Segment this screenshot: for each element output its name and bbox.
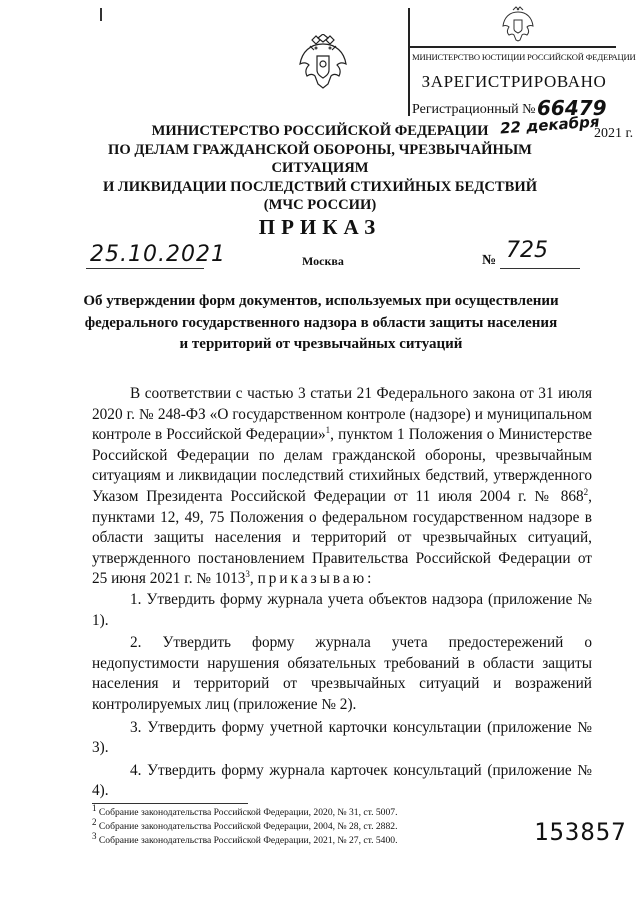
header-line-2: ПО ДЕЛАМ ГРАЖДАНСКОЙ ОБОРОНЫ, ЧРЕЗВЫЧАЙНЫМ СИТУАЦИЯМ (108, 141, 532, 176)
preamble-part-b: , пунктом 1 Положения о Министерстве Российской Федерации по делам гражданской обороны, чрезвычайным ситуациям и ликвидации последствий стихийных бедствий, утвержденного Указом Президента Российской Федерации от 11 июля 2004 г. № 868 (92, 426, 592, 505)
stamp-ministry: МИНИСТЕРСТВО ЮСТИЦИИ РОССИЙСКОЙ ФЕДЕРАЦИИ (412, 52, 636, 62)
footnote-ref-2: 2 (583, 486, 589, 497)
order-word: приказываю: (257, 570, 375, 588)
order-number: 725 (506, 238, 548, 263)
preamble-paragraph (92, 384, 592, 590)
preamble-part-d: , (249, 570, 254, 588)
stamp-reg-date: 22 декабря (499, 112, 601, 138)
preamble-part-c: , пунктами 12, 49, 75 Положения о федеральном государственном надзоре в области защиты населения и территорий от чрезвычайных ситуаций, утвержденного постановлением Правительства Российской Федерации от 25 июня 2021 г. № 1013 (92, 487, 592, 588)
scan-mark (100, 8, 102, 21)
item-2: 2. Утвердить форму журнала учета предостережений о недопустимости нарушения обязательных требований в области защиты населения и территорий от чрезвычайных ситуаций и возражений контролируемых лиц (приложение № 2). (92, 634, 592, 713)
ministry-header (60, 122, 580, 215)
document-title-line-1: Об утверждении форм документов, используемых при осуществлении (83, 293, 559, 309)
footnote-1-text: Собрание законодательства Российской Федерации, 2020, № 31, ст. 5007. (98, 807, 398, 818)
document-body (92, 384, 592, 802)
footnote-2 (92, 816, 512, 833)
stamp-border-left (408, 8, 410, 116)
header-line-4: (МЧС РОССИИ) (263, 197, 377, 213)
footnote-3-text: Собрание законодательства Российской Федерации, 2021, № 27, ст. 5400. (98, 835, 398, 846)
stamp-registered: ЗАРЕГИСТРИРОВАНО (421, 72, 607, 91)
footnote-2-text: Собрание законодательства Российской Федерации, 2004, № 28, ст. 2882. (98, 821, 398, 832)
footnote-1-mark: 1 (92, 802, 97, 813)
footnote-separator (92, 803, 248, 804)
item-1: 1. Утвердить форму журнала учета объектов надзора (приложение № 1). (92, 590, 592, 629)
stamp-reg-number-label: Регистрационный № (412, 102, 536, 117)
footnote-ref-1: 1 (325, 425, 331, 436)
document-title-line-2: федерального государственного надзора в области защиты населения (84, 314, 558, 331)
stamp-reg-year: 2021 г. (594, 126, 634, 141)
registration-stamp (404, 8, 636, 141)
number-underline (500, 268, 580, 269)
order-date: 25.10.2021 (90, 242, 226, 267)
document-title-line-3: и территорий от чрезвычайных ситуаций (179, 336, 463, 352)
document-title (60, 291, 582, 356)
order-city: Москва (302, 254, 344, 268)
footnote-3-mark: 3 (92, 830, 97, 841)
page-code: 153857 (534, 818, 627, 846)
header-line-1: МИНИСТЕРСТВО РОССИЙСКОЙ ФЕДЕРАЦИИ (151, 123, 489, 139)
footnote-2-mark: 2 (92, 816, 97, 827)
preamble-part-a: В соответствии с частью 3 статьи 21 Федерального закона от 31 июля 2020 г. № 248-ФЗ «О государственном контроле (надзоре) и муниципальном контроле в Российской Федерации» (92, 385, 592, 444)
coat-of-arms-emblem (298, 34, 348, 90)
stamp-border-top (408, 46, 616, 48)
item-4: 4. Утвердить форму журнала карточек консультаций (приложение № 4). (92, 761, 592, 800)
footnote-1 (92, 802, 512, 819)
footnote-ref-3: 3 (245, 569, 250, 580)
item-3: 3. Утвердить форму учетной карточки консультации (приложение № 3). (92, 718, 592, 757)
order-title: ПРИКАЗ (258, 215, 382, 239)
footnote-3 (92, 830, 512, 847)
stamp-reg-number: 66479 (537, 96, 607, 120)
date-underline (86, 268, 204, 269)
header-line-3: И ЛИКВИДАЦИИ ПОСЛЕДСТВИЙ СТИХИЙНЫХ БЕДСТВИЙ (102, 178, 538, 195)
order-number-label: № (482, 253, 497, 268)
